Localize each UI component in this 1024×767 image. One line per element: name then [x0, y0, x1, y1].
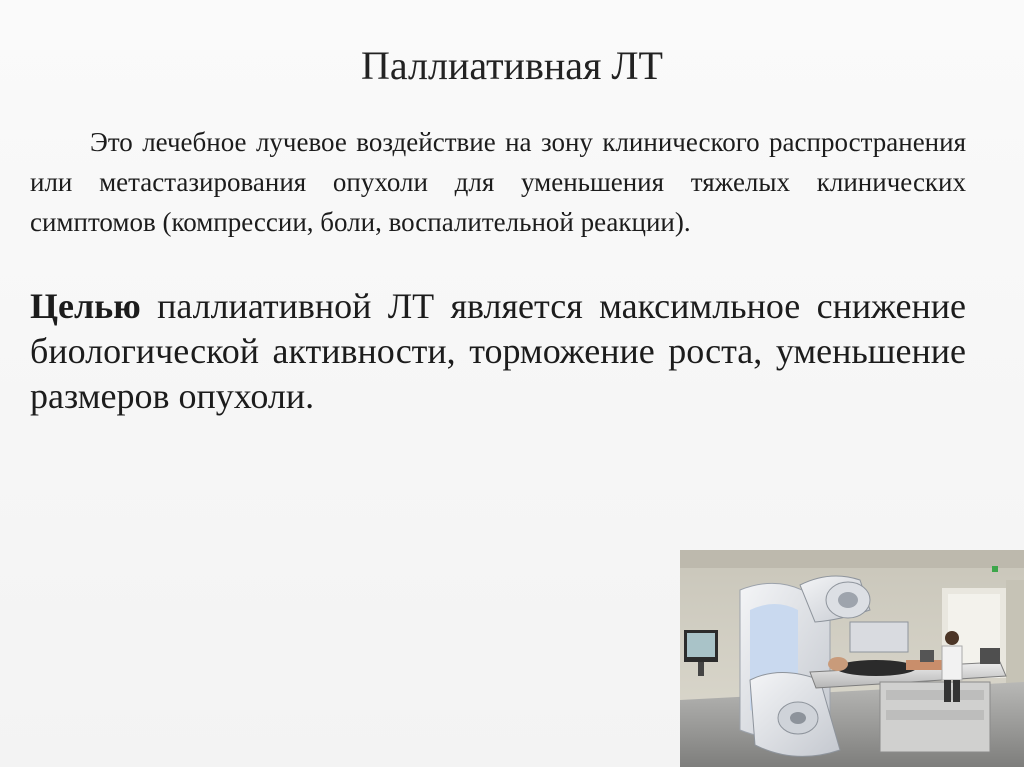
slide-title: Паллиативная ЛТ	[361, 43, 663, 88]
definition-paragraph: Это лечебное лучевое воздействие на зону клинического распространения или метастазирования опухоли для уменьшения тяжелых клинических симптомов (компрессии, боли, воспалительной реакции).	[30, 127, 966, 237]
goal-text: паллиативной ЛТ является максимльное снижение биологической активности, торможение роста, уменьшение размеров опухоли.	[30, 286, 966, 416]
goal-lead-word: Целью	[30, 286, 141, 326]
linac-photo	[680, 550, 1024, 767]
goal-paragraph	[30, 284, 966, 419]
